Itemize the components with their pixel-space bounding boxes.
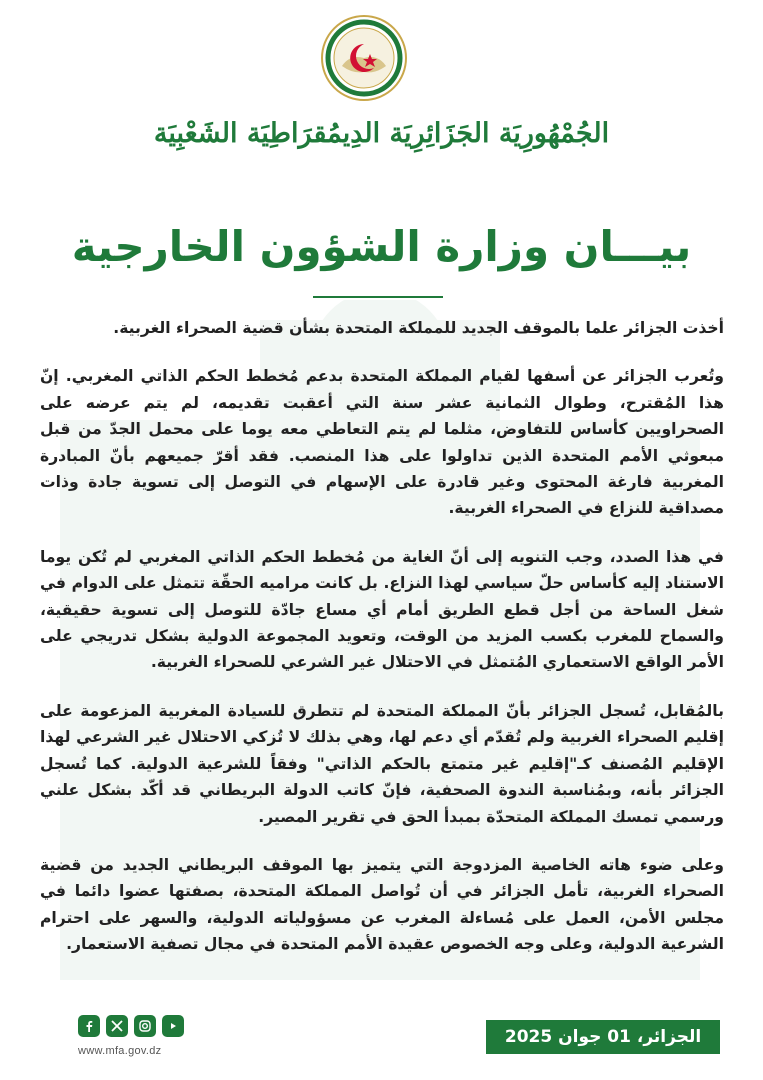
youtube-icon[interactable]: [162, 1015, 184, 1037]
paragraph: وتُعرب الجزائر عن أسفها لقيام المملكة المتحدة بدعم مُخطط الحكم الذاتي المغربي. إنّ هذا المُقترح، وطوال الثمانية عشر سنة التي أعقبت تقديمه، لم يتم عرضه على الصحراويين كأساس للتفاوض، مثلما لم يتم التعاطي معه يوما على محمل الجدّ من قبل مبعوثي الأمم المتحدة الذين تداولوا على هذا المنصب. فقد أقرّ جميعهم بأنّ المبادرة المغربية فارغة المحتوى وغير قادرة على الإسهام في التوصل إلى تسوية جادة وذات مصداقية للنزاع في الصحراء الغربية.: [40, 367, 724, 518]
paragraph: في هذا الصدد، وجب التنويه إلى أنّ الغاية من مُخطط الحكم الذاتي المغربي لم تُكن يوما الاستناد إليه كأساس حلّ سياسي لهذا النزاع. بل كانت مراميه الحقّة تتمثل على الدوام في شغل الساحة من أجل قطع الطريق أمام أي مساع جادّة للتوصل إلى تسوية حقيقية، والسماح للمغرب بكسب المزيد من الوقت، وتعويد المجموعة الدولية بشكل تدريجي على الأمر الواقع الاستعماري المُتمثل في الاحتلال غير الشرعي للصحراء الغربية.: [40, 547, 724, 672]
x-icon[interactable]: [106, 1015, 128, 1037]
paragraph: أخذت الجزائر علما بالموقف الجديد للمملكة المتحدة بشأن قضية الصحراء الغربية.: [113, 319, 724, 337]
facebook-icon[interactable]: [78, 1015, 100, 1037]
page-title: بيـــان وزارة الشؤون الخارجية: [71, 222, 692, 271]
date-badge: الجزائر، 01 جوان 2025: [486, 1020, 720, 1054]
instagram-icon[interactable]: [134, 1015, 156, 1037]
paragraph: وعلى ضوء هاته الخاصية المزدوجة التي يتميز بها الموقف البريطاني الجديد من قضية الصحراء الغربية، تأمل الجزائر في أن تُواصل المملكة المتحدة، بصفتها عضوا دائما في مجلس الأمن، العمل على مُساءلة المغرب عن مسؤولياته الدولية، والسهر على احترام الشرعية الدولية، وعلى وجه الخصوص عقيدة الأمم المتحدة في مجال تصفية الاستعمار.: [40, 855, 724, 954]
republic-heading: الجُمْهُورِيَة الجَزَائِرِيَة الدِيمُقرَاطِيَة الشَعْبِيَة: [153, 118, 610, 149]
ministry-seal-logo: [320, 14, 408, 102]
social-links: [78, 1015, 190, 1037]
paragraph: بالمُقابل، تُسجل الجزائر بأنّ المملكة المتحدة لم تتطرق للسيادة المغربية المزعومة على إقليم الصحراء الغربية ولم تُقدّم أي دعم لها، وهي بذلك لا تُزكي الاحتلال غير الشرعي لهذا الإقليم المُصنف كـ"إقليم غير متمتع بالحكم الذاتي" وفقاً للشرعية الدولية. كما تُسجل الجزائر بأنه، وبمُناسبة الندوة الصحفية، فإنّ كاتب الدولة البريطاني قد أكّد بشكل علني ورسمي تمسك المملكة المتحدّة بمبدأ الحق في تقرير المصير.: [40, 701, 724, 826]
title-divider: [313, 296, 443, 298]
website-link[interactable]: www.mfa.gov.dz: [78, 1045, 162, 1057]
statement-body: [40, 315, 724, 980]
footer-contacts: [78, 1015, 190, 1057]
